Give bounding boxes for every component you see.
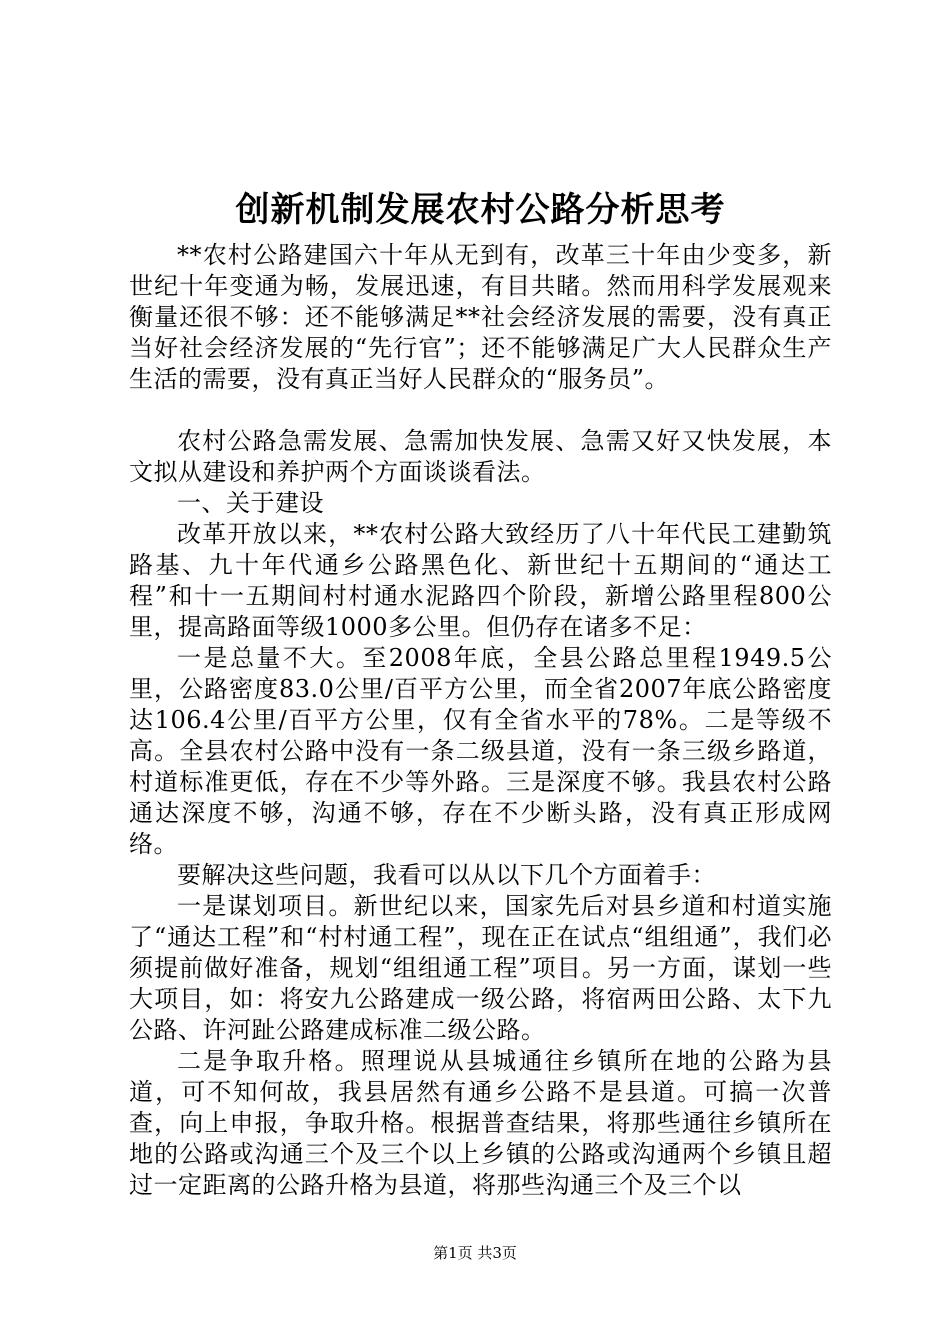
- page-footer: 第1页 共3页: [433, 1244, 517, 1262]
- paragraph-intro: **农村公路建国六十年从无到有，改革三十年由少变多，新世纪十年变通为畅，发展迅速，有目共睹。然而用科学发展观来衡量还很不够：还不能够满足**社会经济发展的需要，没有真正当好社会经济发展的“先行官”；还不能够满足广大人民群众生产生活的需要，没有真正当好人民群众的“服务员”。: [129, 241, 832, 393]
- paragraph-spacer: [129, 395, 832, 426]
- document-title: 创新机制发展农村公路分析思考: [235, 190, 726, 230]
- paragraph-history: 改革开放以来，**农村公路大致经历了八十年代民工建勤筑路基、九十年代通乡公路黑色化、新世纪十五期间的“通达工程”和十一五期间村村通水泥路四个阶段，新增公路里程800公里，提高路面等级1000多公里。但仍存在诸多不足：: [129, 520, 832, 641]
- paragraph-plan-projects: 一是谋划项目。新世纪以来，国家先后对县乡道和村道实施了“通达工程”和“村村通工程”，现在正在试点“组组通”，我们必须提前做好准备，规划“组组通工程”项目。另一方面，谋划一些大项目，如：将安九公路建成一级公路，将宿两田公路、太下九公路、许河趾公路建成标准二级公路。: [129, 892, 832, 1044]
- paragraph-upgrade: 二是争取升格。照理说从县城通往乡镇所在地的公路为县道，可不知何故，我县居然有通乡公路不是县道。可搞一次普查，向上申报，争取升格。根据普查结果，将那些通往乡镇所在地的公路或沟通三个及三个以上乡镇的公路或沟通两个乡镇且超过一定距离的公路升格为县道，将那些沟通三个及三个以: [129, 1047, 832, 1199]
- paragraph-shortcomings: 一是总量不大。至2008年底，全县公路总里程1949.5公里，公路密度83.0公里/百平方公里，而全省2007年底公路密度达106.4公里/百平方公里，仅有全省水平的78%。二是等级不高。全县农村公路中没有一条二级县道，没有一条三级乡路道，村道标准更低，存在不少等外路。三是深度不够。我县农村公路通达深度不够，沟通不够，存在不少断头路，没有真正形成网络。: [129, 644, 832, 858]
- document-page: [129, 182, 832, 1201]
- paragraph-solutions-intro: 要解决这些问题，我看可以从以下几个方面着手：: [177, 861, 716, 889]
- section-heading-construction: 一、关于建设: [177, 489, 324, 517]
- paragraph-purpose: 农村公路急需发展、急需加快发展、急需又好又快发展，本文拟从建设和养护两个方面谈谈看法。: [129, 427, 832, 486]
